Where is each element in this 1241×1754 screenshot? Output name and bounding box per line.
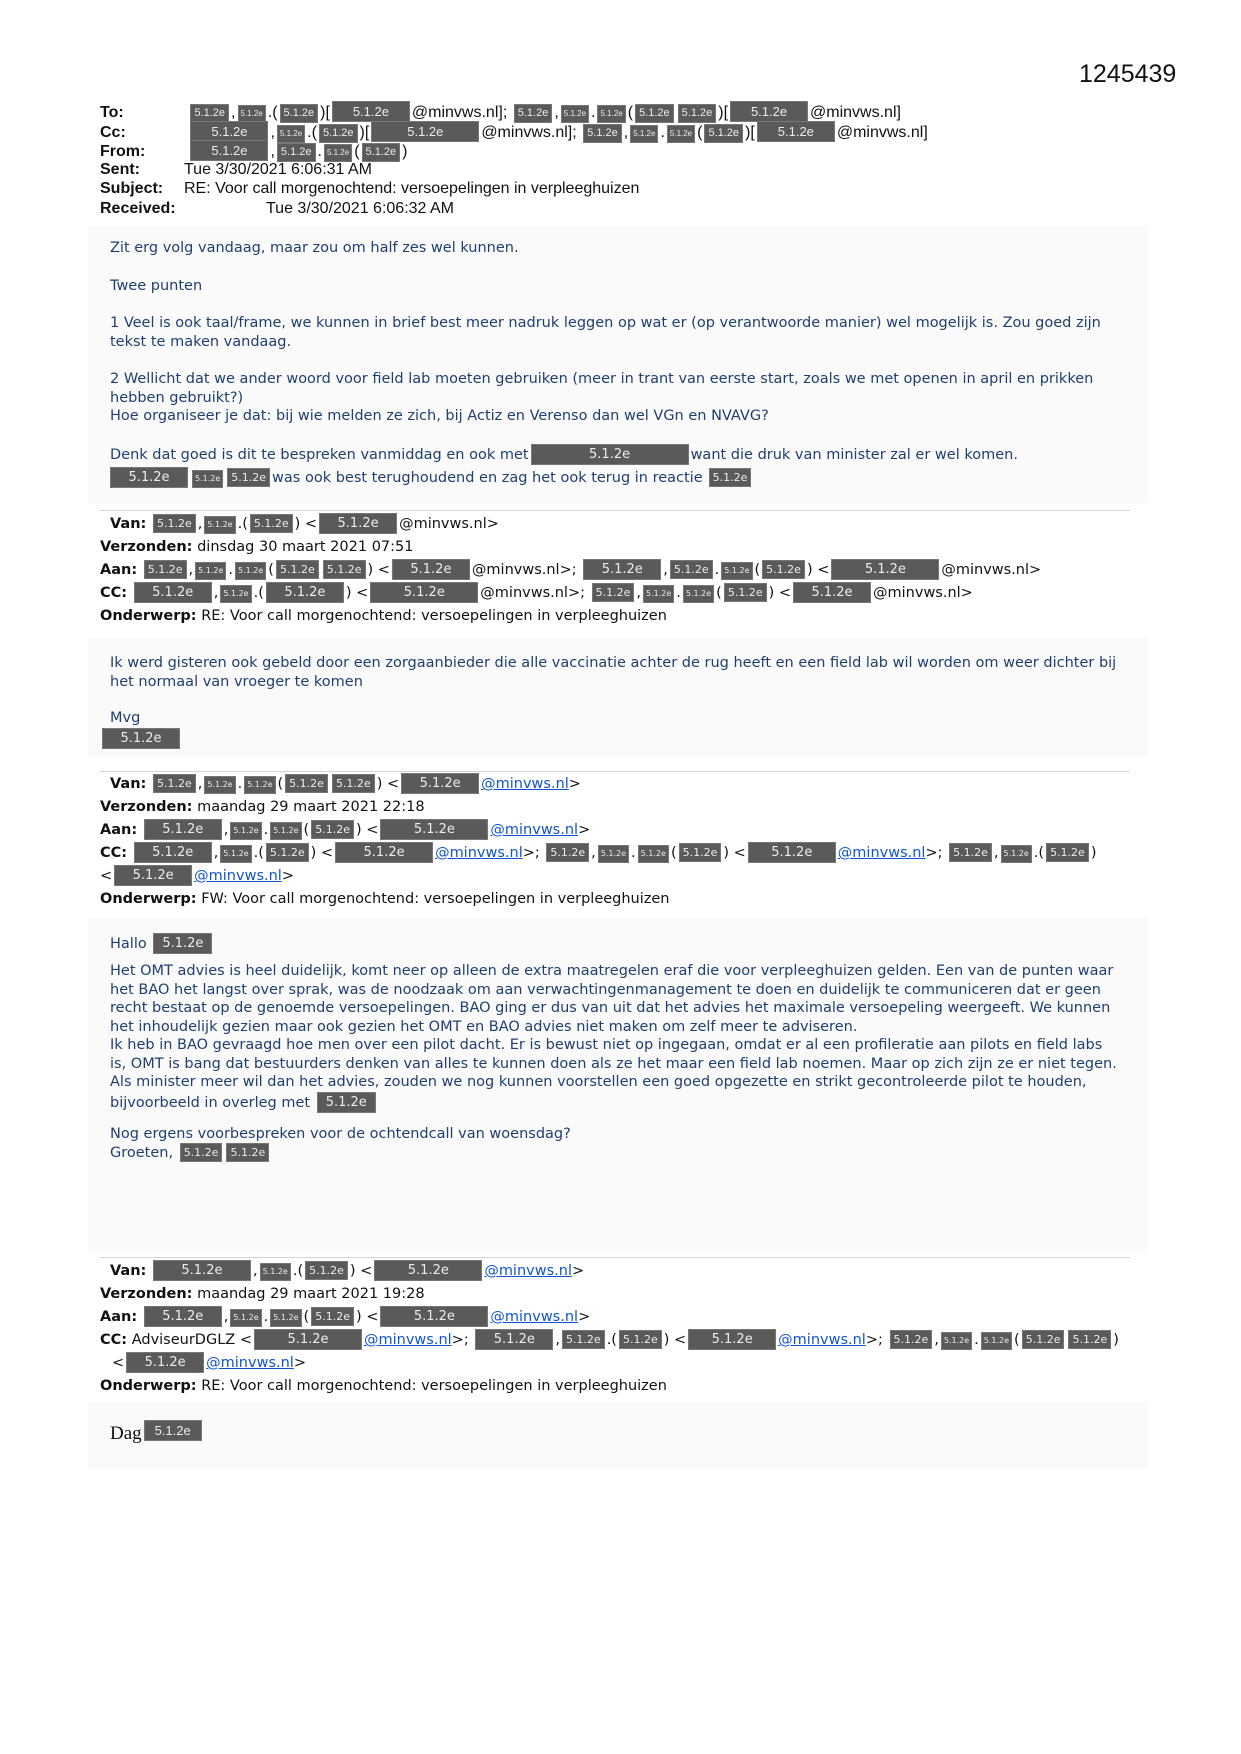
message-1-line [110,444,1120,465]
redaction: 5.1.2e [280,104,319,123]
verzonden-label: Verzonden: [100,1286,193,1302]
redaction: 5.1.2e [335,842,433,863]
redaction: 5.1.2e [180,1143,223,1162]
redaction: 5.1.2e [1022,1330,1065,1349]
cc-domain: @minvws.nl] [836,123,928,141]
message-2-body [110,654,1120,749]
redaction: 5.1.2e [230,822,261,840]
redaction: 5.1.2e [153,1260,251,1281]
cc-domain: @minvws.nl> [873,585,973,601]
van-email-link[interactable]: @minvws.nl [481,776,569,792]
redaction: 5.1.2e [311,1307,354,1326]
redaction: 5.1.2e [583,559,661,580]
van-row: Van: 5.1.2e , 5.1.2e . 5.1.2e ( 5.1.2e 5.1.2e ) < 5.1.2e @minvws.nl> [100,773,1097,796]
redaction: 5.1.2e [153,514,196,533]
from-row: From: 5.1.2e , 5.1.2e . 5.1.2e ( 5.1.2e ) [100,140,928,160]
redaction: 5.1.2e [762,560,805,579]
van-domain: @minvws.nl> [399,516,499,532]
redaction: 5.1.2e [277,125,305,143]
message-3-paragraph [110,1036,1120,1113]
redaction: 5.1.2e [204,776,235,794]
cc-label: CC: [100,1332,128,1348]
redaction: 5.1.2e [317,1092,376,1113]
redaction: 5.1.2e [643,585,674,603]
cc-email-link[interactable]: @minvws.nl [778,1332,866,1348]
van-label: Van: [110,1263,147,1279]
to-domain: @minvws.nl] [810,104,901,121]
onderwerp-row [100,605,1041,628]
redaction: 5.1.2e [126,1352,204,1373]
received-value: Tue 3/30/2021 6:06:32 AM [266,199,454,217]
redaction: 5.1.2e [192,470,223,488]
separator [100,510,1130,511]
redaction: 5.1.2e [531,444,689,465]
greeting-text: Dag [110,1423,142,1444]
aan-label: Aan: [100,562,138,578]
redaction: 5.1.2e [380,819,488,840]
separator [100,1257,1130,1258]
message-1-line: 1 Veel is ook taal/frame, we kunnen in brief best meer nadruk leggen op wat er (op verantwoorde manier) wel mogelijk is. Zou goed zijn tekst te maken vandaag. [110,315,1101,350]
van-email-link[interactable]: @minvws.nl [484,1263,572,1279]
redaction: 5.1.2e [260,1263,291,1281]
onderwerp-label: Onderwerp: [100,1378,197,1394]
message-2-header [100,513,1041,628]
message-4-panel [88,1402,1148,1468]
redaction: 5.1.2e [277,143,316,162]
redaction: 5.1.2e [220,585,251,603]
message-2-sign: Mvg [110,710,141,726]
cc-email-link[interactable]: @minvws.nl [837,845,926,861]
redaction: 5.1.2e [370,582,478,603]
closing-text: Groeten, [110,1145,174,1161]
aan-domain: @minvws.nl>; [471,562,577,578]
redaction: 5.1.2e [285,774,328,793]
redaction: 5.1.2e [583,124,622,143]
received-label: Received: [100,199,176,217]
email-header [100,101,928,218]
onderwerp-row [100,888,1097,911]
aan-email-link[interactable]: @minvws.nl [490,822,579,838]
cc-label: CC: [100,845,128,861]
redaction: 5.1.2e [332,774,375,793]
van-label: Van: [110,516,147,532]
to-label: To: [100,104,124,121]
redaction: 5.1.2e [144,1420,202,1441]
cc-prefix: AdviseurDGLZ [131,1332,236,1348]
cc-row: CC: 5.1.2e , 5.1.2e .( 5.1.2e ) < 5.1.2e @minvws.nl>; 5.1.2e , 5.1.2e . 5.1.2e ( 5.1.2e ) < 5.1.2e @minvws.nl>; 5.1.2e , 5.1.2e .( 5.1.2e ) [100,842,1097,865]
message-3-paragraph: Nog ergens voorbespreken voor de ochtendcall van woensdag? [110,1125,571,1142]
onderwerp-value: RE: Voor call morgenochtend: versoepelingen in verpleeghuizen [201,608,667,624]
aan-row: Aan: 5.1.2e , 5.1.2e . 5.1.2e ( 5.1.2e 5.1.2e ) < 5.1.2e @minvws.nl>; 5.1.2e , 5.1.2e . 5.1.2e ( 5.1.2e ) < 5.1.2e @minvws.nl> [100,559,1041,582]
redaction: 5.1.2e [401,773,479,794]
redaction: 5.1.2e [266,582,344,603]
message-1-line: Twee punten [110,277,203,294]
redaction: 5.1.2e [226,1143,269,1162]
redaction: 5.1.2e [323,560,366,579]
redaction: 5.1.2e [195,562,226,580]
redaction: 5.1.2e [250,514,293,533]
redaction: 5.1.2e [721,562,752,580]
message-3-paragraph: Het OMT advies is heel duidelijk, komt neer op alleen de extra maatregelen eraf die voor verpleeghuizen gelden. Een van de punten waar het BAO het langst over sprak, was de noodzaak om aan verwachtingenmanagement te doen en duidelijk te communiceren dat er geen recht bestaat op de genoemde versoepelingen. BAO ging er dus van uit dat het advies het maximale versoepeling weergeeft. We kunnen het inhoudelijk gezien maar ook gezien het OMT en BAO advies niet maken om zelf meer te adviseren. [110,963,1114,1035]
message-1-line [110,467,1120,488]
cc-row: Cc: 5.1.2e , 5.1.2e .( 5.1.2e )[ 5.1.2e @minvws.nl]; 5.1.2e , 5.1.2e . 5.1.2e ( 5.1.2e )[ 5.1.2e @minvws.nl] [100,121,928,141]
cc-continued-row: < 5.1.2e @minvws.nl> [100,1352,1119,1375]
redaction: 5.1.2e [319,124,358,143]
redaction: 5.1.2e [144,819,222,840]
van-row: Van: 5.1.2e , 5.1.2e .( 5.1.2e ) < 5.1.2e @minvws.nl> [100,1260,1119,1283]
subject-row [100,179,928,199]
redaction: 5.1.2e [266,843,309,862]
message-4-body [110,1420,204,1445]
aan-label: Aan: [100,822,138,838]
redaction: 5.1.2e [134,582,212,603]
redaction: 5.1.2e [190,140,268,161]
redaction: 5.1.2e [254,1329,362,1350]
verzonden-label: Verzonden: [100,799,193,815]
cc-email-link[interactable]: @minvws.nl [206,1355,294,1371]
redaction: 5.1.2e [475,1329,553,1350]
redaction: 5.1.2e [683,585,714,603]
received-row [100,199,928,219]
redaction: 5.1.2e [1068,1330,1111,1349]
message-2-signature [110,728,1120,749]
redaction: 5.1.2e [793,582,871,603]
redaction: 5.1.2e [562,1330,605,1349]
message-1-line: Hoe organiseer je dat: bij wie melden ze zich, bij Actiz en Verenso dan wel VGn en NVAVG? [110,408,769,424]
redaction: 5.1.2e [144,560,187,579]
redaction: 5.1.2e [561,105,589,123]
redaction: 5.1.2e [546,843,589,862]
redaction: 5.1.2e [362,143,401,162]
verzonden-value: maandag 29 maart 2021 22:18 [197,799,425,815]
cc-domain: @minvws.nl>; [480,585,585,601]
verzonden-label: Verzonden: [100,539,193,555]
verzonden-value: dinsdag 30 maart 2021 07:51 [197,539,414,555]
message-3-greeting [110,933,1120,954]
cc-continued-row: < 5.1.2e @minvws.nl> [100,865,1097,888]
onderwerp-value: RE: Voor call morgenochtend: versoepelingen in verpleeghuizen [201,1378,667,1394]
onderwerp-label: Onderwerp: [100,891,197,907]
paragraph-text: Ik heb in BAO gevraagd hoe men over een pilot dacht. Er is bewust niet op ingegaan, omdat er al een profileratie aan pilots en field labs is, OMT is bang dat bestuurders denken van alles te kunnen doen als ze het maar een field lab noemen. Maar op zich zijn ze er niet tegen. Als minister meer wil dan het advies, zouden we nog kunnen voorstellen een goed opgezette en strikt gecontroleerde pilot te houden, bijvoorbeeld in overleg met [110,1037,1117,1111]
redaction: 5.1.2e [305,1261,348,1280]
redaction: 5.1.2e [592,583,635,602]
redaction: 5.1.2e [374,1260,482,1281]
to-row: To: 5.1.2e , 5.1.2e .( 5.1.2e )[ 5.1.2e @minvws.nl]; 5.1.2e , 5.1.2e . 5.1.2e ( 5.1.2e 5.1.2e )[ 5.1.2e @minvws.nl] [100,101,928,121]
cc-label: CC: [100,585,128,601]
aan-row: Aan: 5.1.2e , 5.1.2e . 5.1.2e ( 5.1.2e ) < 5.1.2e @minvws.nl> [100,1306,1119,1329]
redaction: 5.1.2e [748,842,836,863]
redaction: 5.1.2e [709,468,752,487]
onderwerp-row [100,1375,1119,1398]
redaction: 5.1.2e [153,774,196,793]
subject-value: RE: Voor call morgenochtend: versoepelingen in verpleeghuizen [184,180,640,197]
aan-label: Aan: [100,1309,138,1325]
sent-label: Sent: [100,160,140,178]
redaction: 5.1.2e [679,843,722,862]
separator [100,771,1130,772]
redaction: 5.1.2e [227,468,270,487]
message-3-header [100,773,1097,911]
redaction: 5.1.2e [244,776,275,794]
aan-domain: @minvws.nl> [941,562,1042,578]
redaction: 5.1.2e [311,820,354,839]
redaction: 5.1.2e [190,121,268,142]
redaction: 5.1.2e [1001,845,1032,863]
cc-email-link[interactable]: @minvws.nl [435,845,523,861]
message-1-body [110,239,1120,488]
redaction: 5.1.2e [688,1329,776,1350]
from-label: From: [100,143,146,160]
message-3-closing [110,1143,1120,1163]
greeting-text: Hallo [110,936,147,952]
subject-label: Subject: [100,180,164,197]
message-1-line: Zit erg volg vandaag, maar zou om half zes wel kunnen. [110,240,519,256]
verzonden-row [100,536,1041,559]
redaction: 5.1.2e [757,121,835,142]
message-1-text: Denk dat goed is dit te bespreken vanmiddag en ook met [110,446,529,463]
onderwerp-label: Onderwerp: [100,608,197,624]
redaction: 5.1.2e [114,865,192,886]
van-label: Van: [110,776,147,792]
redaction: 5.1.2e [230,1309,261,1327]
redaction: 5.1.2e [319,513,397,534]
redaction: 5.1.2e [144,1306,222,1327]
redaction: 5.1.2e [332,101,410,122]
redaction: 5.1.2e [981,1332,1012,1350]
message-3-body [110,933,1120,1163]
redaction: 5.1.2e [670,560,713,579]
verzonden-row [100,1283,1119,1306]
redaction: 5.1.2e [724,583,767,602]
to-domain: @minvws.nl]; [411,104,508,121]
aan-row: Aan: 5.1.2e , 5.1.2e . 5.1.2e ( 5.1.2e ) < 5.1.2e @minvws.nl> [100,819,1097,842]
redaction: 5.1.2e [598,845,629,863]
redaction: 5.1.2e [190,104,229,123]
redaction: 5.1.2e [678,104,717,123]
redaction: 5.1.2e [276,560,319,579]
redaction: 5.1.2e [890,1330,933,1349]
redaction: 5.1.2e [220,845,251,863]
redaction: 5.1.2e [371,121,479,142]
redaction: 5.1.2e [730,101,808,122]
document-number: 1245439 [1079,60,1177,88]
message-1-text: was ook best terughoudend en zag het ook terug in reactie [272,469,703,486]
cc-email-link[interactable]: @minvws.nl [194,868,282,884]
redaction: 5.1.2e [134,842,212,863]
redaction: 5.1.2e [831,559,939,580]
redaction: 5.1.2e [324,144,352,162]
aan-email-link[interactable]: @minvws.nl [490,1309,579,1325]
cc-row: CC: AdviseurDGLZ < 5.1.2e @minvws.nl>; 5.1.2e , 5.1.2e .( 5.1.2e ) < 5.1.2e @minvws.nl>; 5.1.2e , 5.1.2e . 5.1.2e ( 5.1.2e 5.1.2e ) [100,1329,1119,1352]
verzonden-value: maandag 29 maart 2021 19:28 [197,1286,425,1302]
message-4-header [100,1260,1119,1398]
redaction: 5.1.2e [667,125,695,143]
redaction: 5.1.2e [1046,843,1089,862]
redaction: 5.1.2e [597,105,625,123]
message-1-text: want die druk van minister zal er wel komen. [690,446,1018,463]
redaction: 5.1.2e [630,125,658,143]
redaction: 5.1.2e [635,104,674,123]
redaction: 5.1.2e [238,105,266,123]
redaction: 5.1.2e [270,822,301,840]
redaction: 5.1.2e [110,467,188,488]
onderwerp-value: FW: Voor call morgenochtend: versoepelingen in verpleeghuizen [201,891,670,907]
redaction: 5.1.2e [704,124,743,143]
message-1-line: 2 Wellicht dat we ander woord voor field lab moeten gebruiken (meer in trant van eerste start, zoals we met openen in april en prikken hebben gebruikt?) [110,371,1094,406]
redaction: 5.1.2e [941,1332,972,1350]
redaction: 5.1.2e [619,1330,662,1349]
redaction: 5.1.2e [392,559,470,580]
message-2-text: Ik werd gisteren ook gebeld door een zorgaanbieder die alle vaccinatie achter de rug heeft en een field lab wil worden om weer dichter bij het normaal van vroeger te komen [110,655,1117,690]
redaction: 5.1.2e [638,845,669,863]
sent-value: Tue 3/30/2021 6:06:31 AM [184,160,372,178]
cc-email-link[interactable]: @minvws.nl [364,1332,452,1348]
sent-row [100,160,928,180]
redaction: 5.1.2e [153,933,212,954]
redaction: 5.1.2e [235,562,266,580]
redaction: 5.1.2e [270,1309,301,1327]
van-row: Van: 5.1.2e , 5.1.2e .( 5.1.2e ) < 5.1.2e @minvws.nl> [100,513,1041,536]
cc-domain: @minvws.nl]; [481,123,577,141]
redaction: 5.1.2e [949,843,992,862]
verzonden-row [100,796,1097,819]
redaction: 5.1.2e [204,516,235,534]
cc-label: Cc: [100,123,126,141]
redaction: 5.1.2e [514,104,553,123]
cc-row: CC: 5.1.2e , 5.1.2e .( 5.1.2e ) < 5.1.2e @minvws.nl>; 5.1.2e , 5.1.2e . 5.1.2e ( 5.1.2e ) < 5.1.2e @minvws.nl> [100,582,1041,605]
redaction: 5.1.2e [380,1306,488,1327]
redaction: 5.1.2e [102,728,180,749]
